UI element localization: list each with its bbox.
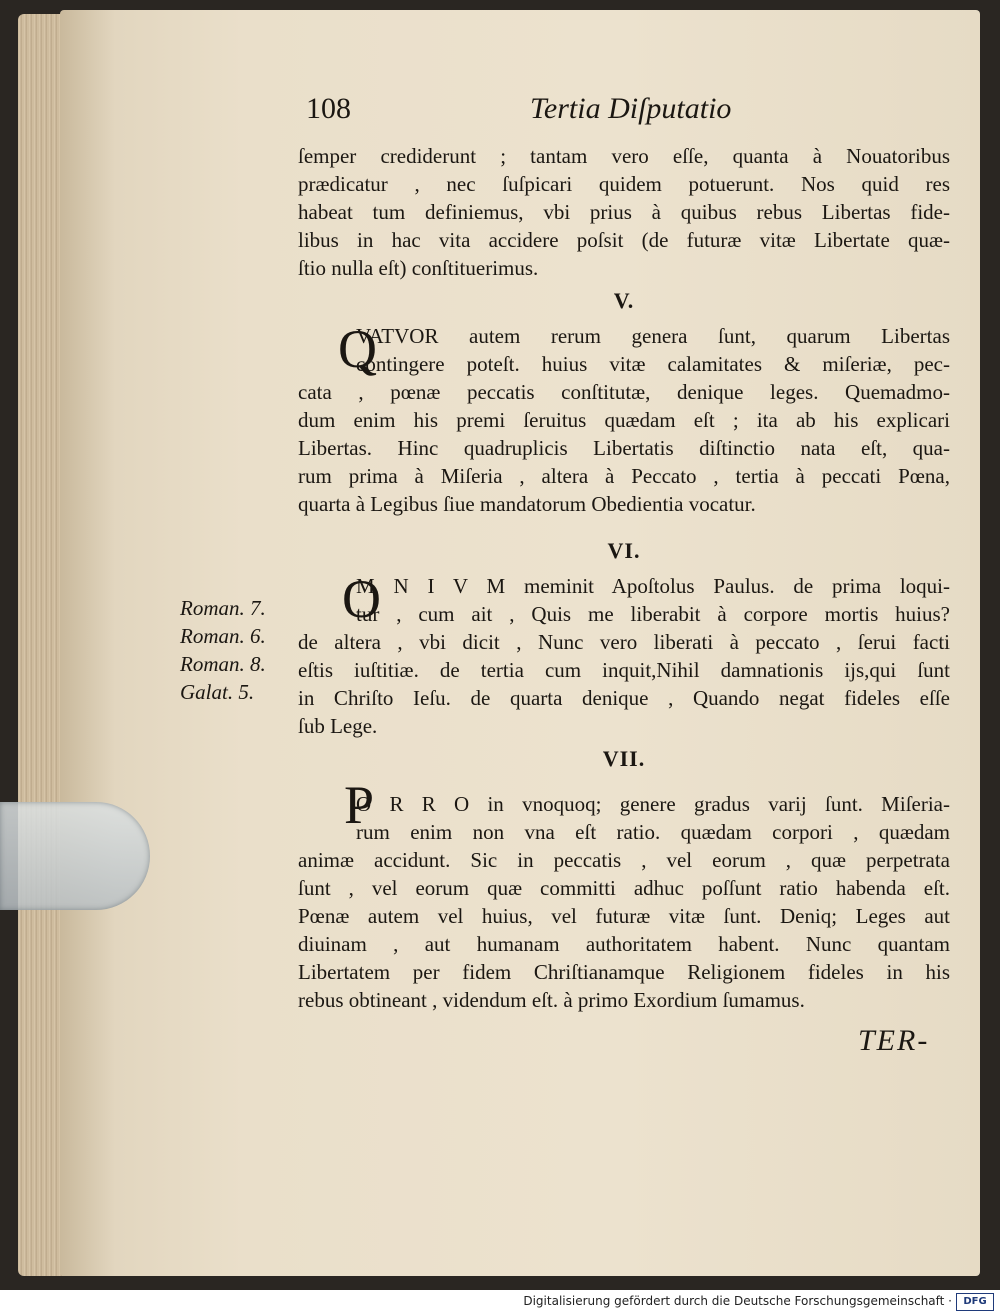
text-line: Libertatem per fidem Chriſtianamque Religionem fideles in his (298, 960, 950, 984)
text-line: in Chriſto Ieſu. de quarta denique , Quando negat fideles eſſe (298, 686, 950, 710)
margin-note: Roman. 8. (180, 652, 266, 676)
section-heading-vii: VII. (602, 746, 646, 771)
dropcap-p: P (344, 775, 375, 835)
text-line: Libertas. Hinc quadruplicis Libertatis diſtinctio nata eſt, qua- (298, 436, 950, 460)
text-line: quarta à Legibus ſiue mandatorum Obedientia vocatur. (298, 492, 756, 516)
margin-notes (180, 594, 290, 706)
funding-credit: Digitalisierung gefördert durch die Deutsche Forschungsgemeinschaft · (523, 1294, 952, 1308)
text-line: rebus obtineant , videndum eſt. à primo Exordium ſumamus. (298, 988, 805, 1012)
text-line: O R R O in vnoquoq; genere gradus varij ſunt. Miſeria- (356, 792, 950, 816)
text-line: tur , cum ait , Quis me liberabit à corpore mortis huius? (356, 602, 950, 626)
text-line: contingere poteſt. huius vitæ calamitates & miſeriæ, pec- (356, 352, 950, 376)
text-line: cata , pœnæ peccatis conſtitutæ, denique leges. Quemadmo- (298, 380, 950, 404)
page-clip (0, 802, 150, 910)
section-vii-paragraph (298, 790, 950, 1014)
catchword: TER- (858, 1024, 930, 1057)
text-line: eſtis iuſtitiæ. de tertia cum inquit,Nihil damnationis ijs,qui ſunt (298, 658, 950, 682)
text-line: rum enim non vna eſt ratio. quædam corpori , quædam (356, 820, 950, 844)
text-line: dum enim his premi ſeruitus quædam eſt ; ita ab his explicari (298, 408, 950, 432)
text-line: ſub Lege. (298, 714, 378, 738)
text-line: ſemper crediderunt ; tantam vero eſſe, quanta à Nouatoribus (298, 144, 950, 168)
text-line: Pœnæ autem vel huius, vel futuræ vitæ ſunt. Deniq; Leges aut (298, 904, 950, 928)
text-line: ſtio nulla eſt) conſtituerimus. (298, 256, 539, 280)
text-line: habeat tum definiemus, vbi prius à quibus rebus Libertas fide- (298, 200, 950, 224)
margin-note: Roman. 7. (180, 596, 266, 620)
margin-note: Roman. 6. (180, 624, 266, 648)
margin-note: Galat. 5. (180, 680, 255, 704)
text-line: libus in hac vita accidere poſsit (de futuræ vitæ Libertate quæ- (298, 228, 950, 252)
dropcap-o: O (342, 569, 381, 629)
text-line: rum prima à Miſeria , altera à Peccato , tertia à peccati Pœna, (298, 464, 950, 488)
text-line: diuinam , aut humanam authoritatem habent. Nunc quantam (298, 932, 950, 956)
section-vi-paragraph (298, 569, 950, 740)
page-number: 108 (306, 92, 351, 125)
running-head (298, 88, 758, 132)
text-line: VATVOR autem rerum genera ſunt, quarum Libertas (356, 324, 950, 348)
dropcap-q: Q (338, 319, 377, 379)
footer-bar (0, 1290, 1000, 1314)
section-heading-vi: VI. (607, 538, 641, 563)
section-heading-v: V. (613, 288, 635, 313)
text-line: prædicatur , nec ſuſpicari quidem potuerunt. Nos quid res (298, 172, 950, 196)
intro-paragraph (298, 142, 950, 282)
text-line: de altera , vbi dicit , Nunc vero liberati à peccato , ſerui facti (298, 630, 950, 654)
text-line: ſunt , vel eorum quæ committi adhuc poſſunt ratio habenda eſt. (298, 876, 950, 900)
text-line: M N I V M meminit Apoſtolus Paulus. de prima loqui- (356, 574, 950, 598)
dfg-logo: DFG (956, 1293, 994, 1311)
text-line: animæ accidunt. Sic in peccatis , vel eorum , quæ perpetrata (298, 848, 950, 872)
section-v-paragraph (298, 319, 950, 518)
running-title: Tertia Diſputatio (530, 92, 732, 125)
